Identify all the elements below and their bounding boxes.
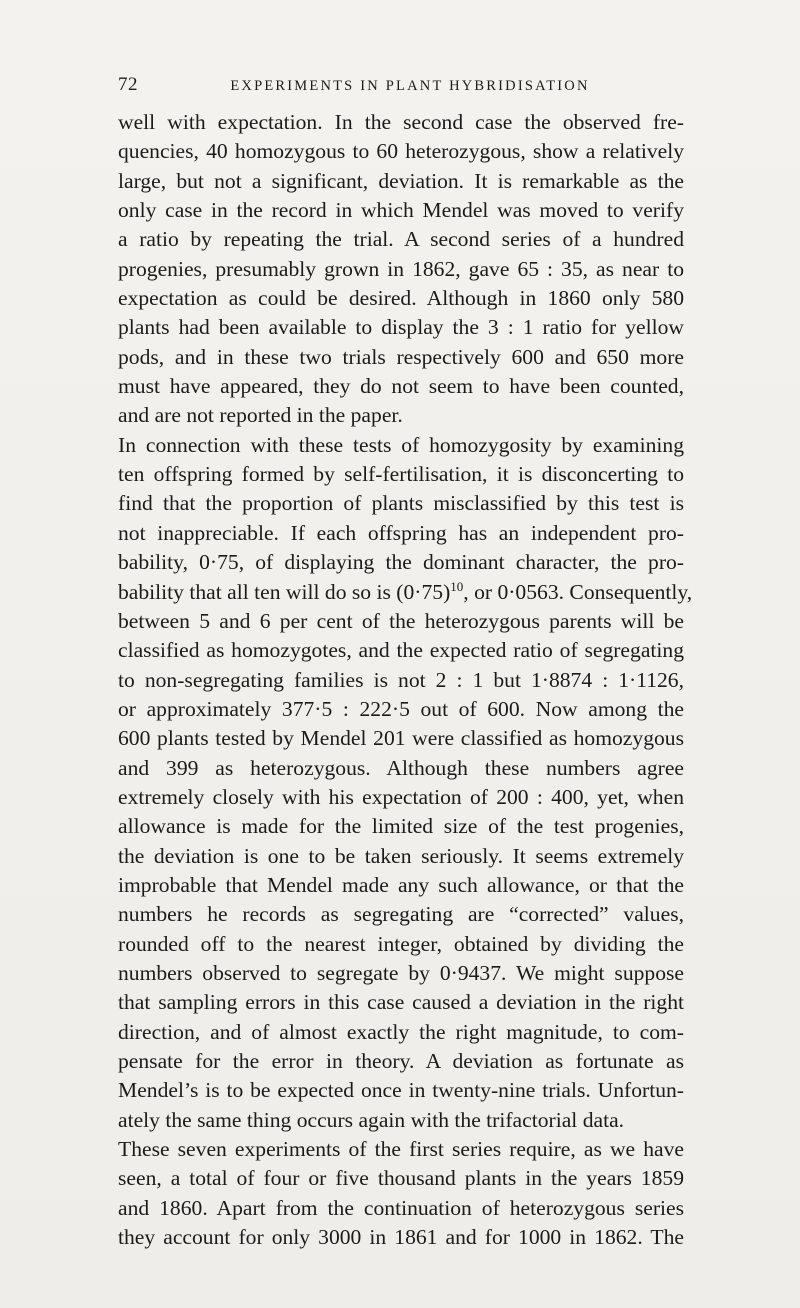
text-line: to non-segregating families is not 2 : 1 but 1·8874 : 1·1126,	[118, 667, 684, 692]
text-line: extremely closely with his expectation of 200 : 400, yet, when	[118, 784, 684, 809]
text-line: must have appeared, they do not seem to have been counted,	[118, 374, 684, 399]
text-line: well with expectation. In the second case the observed fre-	[118, 110, 684, 134]
text-line: These seven experiments of the first series require, as we have	[118, 1137, 684, 1162]
text-line: and are not reported in the paper.	[118, 403, 403, 428]
text-line: and 399 as heterozygous. Although these numbers agree	[118, 755, 684, 780]
paragraph-2	[118, 431, 693, 1135]
text-line: the deviation is one to be taken seriously. It seems extremely	[118, 843, 684, 868]
paragraph-1	[118, 108, 684, 431]
text-line: ately the same thing occurs again with the trifactorial data.	[118, 1107, 625, 1132]
text-line: Mendel’s is to be expected once in twenty-nine trials. Unfortun-	[118, 1078, 684, 1103]
text-line-with-exponent	[118, 578, 693, 607]
exponent: 10	[450, 578, 464, 594]
text-line: numbers observed to segregate by 0·9437. We might suppose	[118, 960, 684, 985]
text-line: rounded off to the nearest integer, obtained by dividing the	[118, 931, 684, 956]
text-line: bability, 0·75, of displaying the dominant character, the pro-	[118, 550, 684, 575]
text-line: seen, a total of four or five thousand plants in the years 1859	[118, 1166, 684, 1191]
text-line: In connection with these tests of homozygosity by examining	[118, 432, 684, 457]
text-line: plants had been available to display the 3 : 1 ratio for yellow	[118, 315, 684, 340]
text-line: between 5 and 6 per cent of the heterozygous parents will be	[118, 608, 684, 633]
text-line: numbers he records as segregating are “corrected” values,	[118, 902, 684, 927]
text-line: find that the proportion of plants misclassified by this test is	[118, 491, 684, 516]
text-line: progenies, presumably grown in 1862, gave 65 : 35, as near to	[118, 256, 684, 281]
text-line: and 1860. Apart from the continuation of heterozygous series	[118, 1195, 684, 1220]
text-line: not inappreciable. If each offspring has an independent pro-	[118, 520, 684, 545]
text-line: improbable that Mendel made any such allowance, or that the	[118, 872, 684, 897]
text-line: allowance is made for the limited size of the test progenies,	[118, 814, 684, 839]
text-line: large, but not a significant, deviation. It is remarkable as the	[118, 168, 684, 193]
text-line: pods, and in these two trials respectively 600 and 650 more	[118, 344, 684, 369]
body-text	[118, 108, 693, 1252]
text-line: that sampling errors in this case caused a deviation in the right	[118, 990, 684, 1015]
text-segment: , or 0·0563. Consequently,	[463, 579, 693, 604]
text-line: pensate for the error in theory. A deviation as fortunate as	[118, 1049, 684, 1073]
text-line: ten offspring formed by self-fertilisation, it is disconcerting to	[118, 462, 684, 487]
page-number: 72	[118, 74, 138, 95]
text-line: direction, and of almost exactly the right magnitude, to com-	[118, 1019, 684, 1044]
running-title: EXPERIMENTS IN PLANT HYBRIDISATION	[230, 78, 590, 94]
text-segment: bability that all ten will do so is (0·75)	[118, 579, 451, 604]
text-line: they account for only 3000 in 1861 and for 1000 in 1862. The	[118, 1225, 684, 1250]
text-line: expectation as could be desired. Although in 1860 only 580	[118, 286, 684, 311]
paragraph-3	[118, 1135, 684, 1252]
running-head	[118, 74, 684, 100]
text-line: only case in the record in which Mendel was moved to verify	[118, 198, 684, 223]
text-line: or approximately 377·5 : 222·5 out of 600. Now among the	[118, 696, 684, 721]
text-line: quencies, 40 homozygous to 60 heterozygous, show a relatively	[118, 139, 684, 164]
text-line: classified as homozygotes, and the expected ratio of segregating	[118, 638, 684, 663]
text-line: 600 plants tested by Mendel 201 were classified as homozygous	[118, 726, 684, 751]
text-line: a ratio by repeating the trial. A second series of a hundred	[118, 227, 684, 252]
